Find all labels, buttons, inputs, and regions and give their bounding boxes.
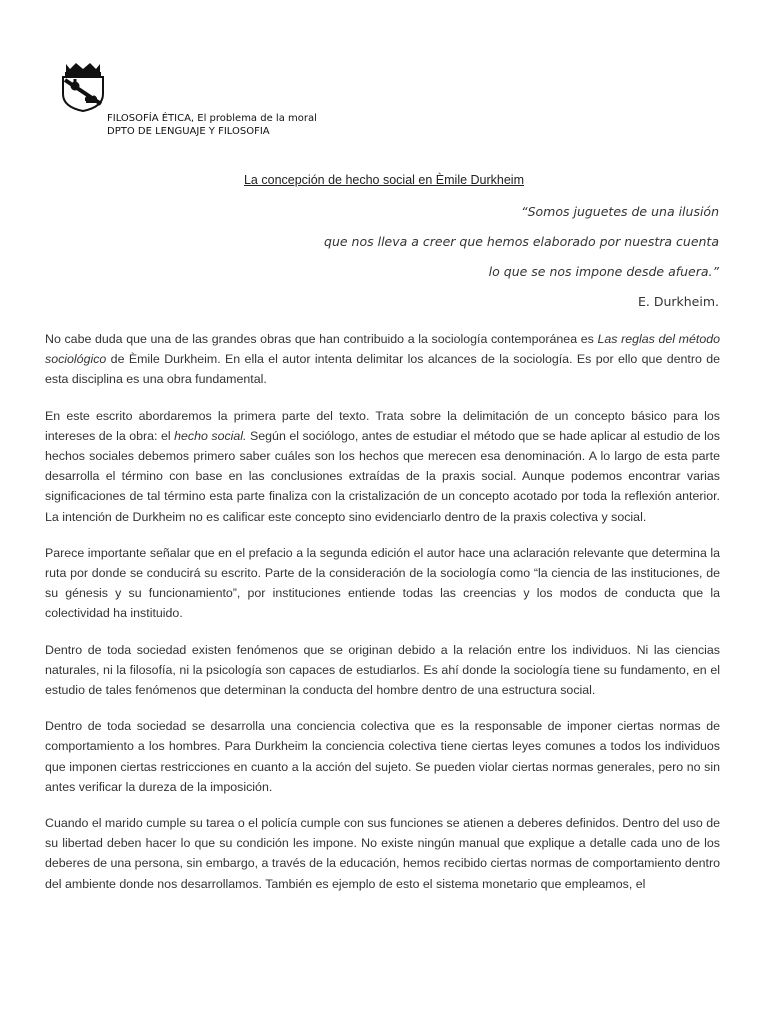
epigraph — [324, 200, 719, 314]
epigraph-line: lo que se nos impone desde afuera.” — [488, 264, 719, 279]
coat-of-arms-logo — [60, 60, 106, 112]
document-header — [107, 113, 317, 138]
epigraph-line: “Somos juguetes de una ilusión — [521, 204, 719, 219]
book-title: Las reglas del método sociológico — [45, 332, 720, 367]
document-title: La concepción de hecho social en Èmile Durkheim — [243, 173, 525, 187]
epigraph-line: que nos lleva a creer que hemos elaborado por nuestra cuenta — [324, 234, 719, 249]
paragraph: No cabe duda que una de las grandes obras que han contribuido a la sociología contemporánea es Las reglas del método sociológico de Èmile Durkheim. En ella el autor intenta delimitar los alcances de la sociología. Es por ello que dentro de esta disciplina es una obra fundamental. — [45, 332, 720, 387]
paragraph: Dentro de toda sociedad existen fenómenos que se originan debido a la relación entre los individuos. Ni las ciencias naturales, ni la filosofía, ni la psicología son capaces de estudiarlos. Es ahí donde la sociología tiene su fundamento, en el estudio de tales fenómenos que determinan la conducta del hombre dentro de una estructura social. — [45, 642, 720, 698]
emphasized-term: hecho social. — [174, 428, 247, 443]
epigraph-author: E. Durkheim. — [637, 294, 719, 309]
document-body — [45, 329, 720, 910]
department-name: DPTO DE LENGUAJE Y FILOSOFIA — [107, 125, 270, 137]
paragraph: Dentro de toda sociedad se desarrolla una conciencia colectiva que es la responsable de imponer ciertas normas de comportamiento a los hombres. Para Durkheim la conciencia colectiva tiene ciertas leyes comunes a todos los individuos que imponen ciertas restricciones en cuanto a la acción del sujeto. Se pueden violar ciertas normas generales, pero no sin antes verificar la dureza de la imposición. — [45, 719, 720, 794]
paragraph: En este escrito abordaremos la primera parte del texto. Trata sobre la delimitación de un concepto básico para los intereses de la obra: el hecho social. Según el sociólogo, antes de estudiar el método que se hade aplicar al estudio de los hechos sociales debemos primero saber cuáles son los hechos que merecen esa denominación. A lo largo de esta parte desarrolla el término con base en las conclusiones extraídas de la praxis social. Aunque podemos encontrar varias significaciones de tal término esta parte finaliza con la cristalización de un concepto acotado por toda la reflexión anterior. La intención de Durkheim no es calificar este concepto sino evidenciarlo dentro de la praxis colectiva y social. — [45, 408, 720, 524]
course-title: FILOSOFÍA ÉTICA, El problema de la moral — [107, 113, 317, 124]
paragraph: Parece importante señalar que en el prefacio a la segunda edición el autor hace una aclaración relevante que determina la ruta por donde se conducirá su escrito. Parte de la consideración de la sociología como “la ciencia de las instituciones, de su génesis y su funcionamiento”, por instituciones entiende todas las creencias y los modos de conducta que la colectividad ha instituido. — [45, 545, 720, 621]
paragraph: Cuando el marido cumple su tarea o el policía cumple con sus funciones se atienen a deberes definidos. Dentro del uso de su libertad deben hacer lo que su condición les impone. No existe ningún manual que explique a detalle cada uno de los deberes de una persona, sin embargo, a través de la educación, hemos recibido ciertas normas de comportamiento dentro del ambiente donde nos desarrollamos. También es ejemplo de esto el sistema monetario que empleamos, el — [45, 816, 721, 891]
